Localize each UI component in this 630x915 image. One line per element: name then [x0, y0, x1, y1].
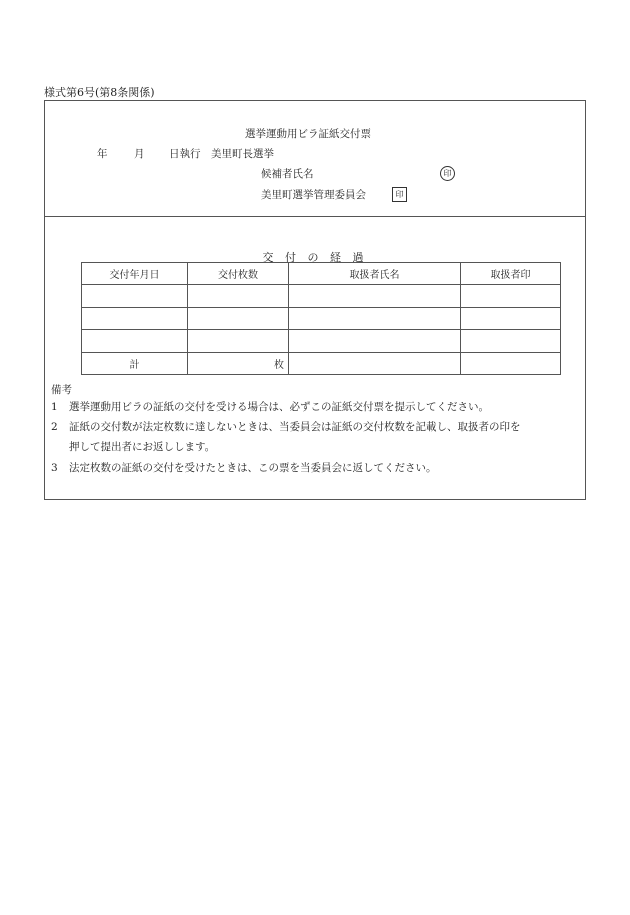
col-date: 交付年月日 [82, 263, 188, 285]
total-count-unit: 枚 [188, 352, 289, 374]
remark-number: 3 [51, 462, 58, 474]
section-divider [45, 216, 585, 217]
election-name: 日執行 美里町長選挙 [169, 148, 274, 160]
history-title: 交 付 の 経 過 [262, 251, 368, 264]
table-row [82, 330, 561, 352]
remark-text: 押して提出者にお返しします。 [69, 441, 216, 453]
handler-seal-cell[interactable] [461, 285, 561, 307]
total-handler-seal-cell [461, 352, 561, 374]
date-cell[interactable] [82, 330, 188, 352]
count-cell[interactable] [188, 330, 289, 352]
remark-item-1 [51, 397, 581, 417]
remark-number: 1 [51, 401, 58, 413]
remarks-heading: 備考 [51, 384, 72, 396]
form-number: 様式第6号(第8条関係) [44, 86, 155, 99]
history-header-row [82, 263, 561, 285]
remark-item-2 [51, 417, 585, 457]
table-row [82, 285, 561, 307]
handler-seal-cell[interactable] [461, 307, 561, 329]
year-label: 年 [97, 148, 108, 160]
handler-name-cell[interactable] [289, 285, 461, 307]
form-frame [44, 100, 586, 500]
committee-name: 美里町選挙管理委員会 [261, 189, 366, 201]
remark-item-3 [51, 458, 581, 478]
count-cell[interactable] [188, 285, 289, 307]
total-label: 計 [82, 352, 188, 374]
col-count: 交付枚数 [188, 263, 289, 285]
total-handler-name-cell [289, 352, 461, 374]
date-cell[interactable] [82, 285, 188, 307]
table-row [82, 307, 561, 329]
candidate-name-label: 候補者氏名 [261, 168, 314, 180]
handler-name-cell[interactable] [289, 330, 461, 352]
handler-seal-cell[interactable] [461, 330, 561, 352]
col-handler-name: 取扱者氏名 [289, 263, 461, 285]
count-cell[interactable] [188, 307, 289, 329]
remark-text: 法定枚数の証紙の交付を受けたときは、この票を当委員会に返してください。 [69, 462, 437, 474]
remark-text: 証紙の交付数が法定枚数に達しないときは、当委員会は証紙の交付枚数を記載し、取扱者の印を [69, 421, 521, 433]
date-cell[interactable] [82, 307, 188, 329]
committee-seal-icon: 印 [392, 187, 407, 202]
history-table [81, 262, 561, 375]
remark-number: 2 [51, 421, 58, 433]
handler-name-cell[interactable] [289, 307, 461, 329]
month-label: 月 [134, 148, 145, 160]
candidate-seal-icon: 印 [440, 166, 455, 181]
form-title: 選挙運動用ビラ証紙交付票 [245, 128, 371, 140]
total-row [82, 352, 561, 374]
col-handler-seal: 取扱者印 [461, 263, 561, 285]
remark-text: 選挙運動用ビラの証紙の交付を受ける場合は、必ずこの証紙交付票を提示してください。 [69, 401, 489, 413]
